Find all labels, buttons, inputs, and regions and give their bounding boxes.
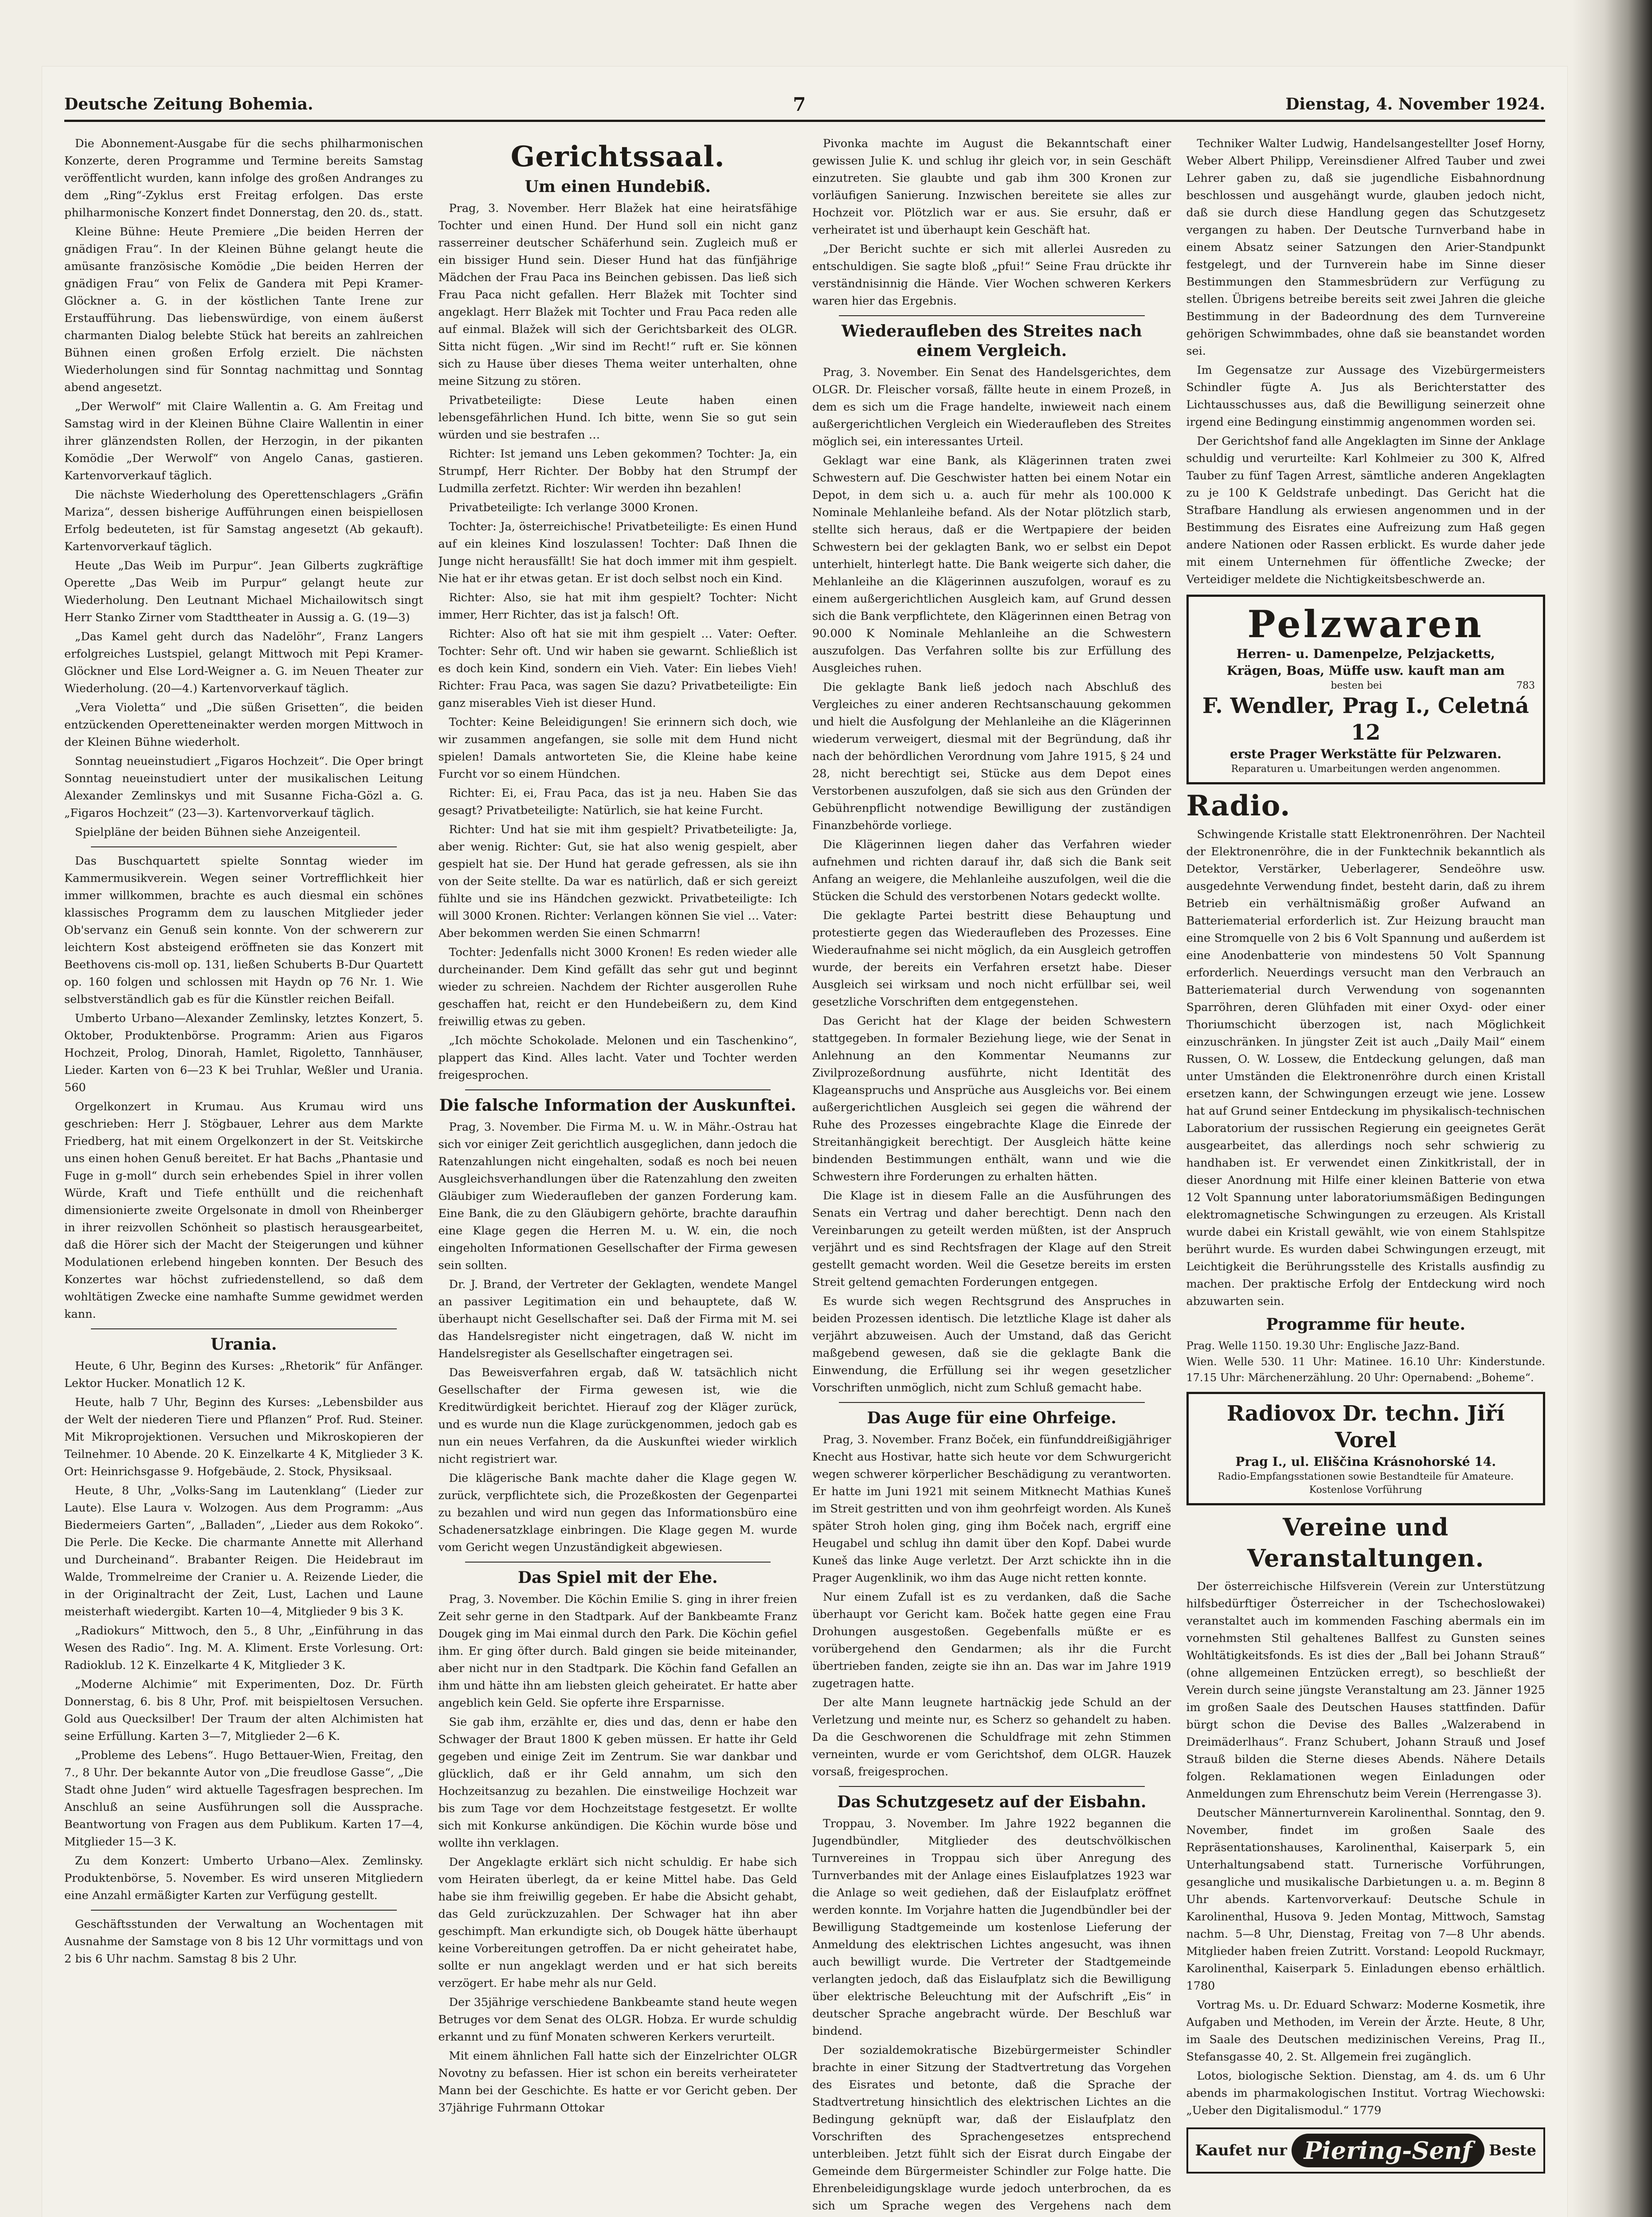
ad-company: Radiovox Dr. techn. Jiří Vorel — [1226, 1401, 1505, 1453]
program-item: Prag. Welle 1150. 19.30 Uhr: Englische Jazz-Band. — [1186, 1340, 1460, 1352]
section-title-gerichtssaal: Gerichtssaal. — [510, 140, 725, 173]
divider — [465, 1562, 771, 1563]
program-item: Wien. Welle 530. 11 Uhr: Matinee. 16.10 Uhr: Kinderstunde. 17.15 Uhr: Märchenerzählung. 20 Uhr: Opernabend: „Boheme“. — [1186, 1355, 1545, 1384]
article-paragraph: Das Gericht hat der Klage der beiden Schwestern stattgegeben. In formaler Beziehung liege, wie der Senat in Anlehnung an den Kommentar Neumanns zur Zivilprozeßordnung ausführte, nicht Identität des Klageanspruchs und Ansprüche aus Ausgleichs vor. Bei einem außergerichtlichen Ausgleich sei gegen die während der Ruhe des Prozesses eingebrachte Klage die Einrede der Streitanhängigkeit berechtigt. Der Ausgleich hätte keine bindenden Bestimmungen enthält, wann und wie die Schwestern ihre Forderungen zu erhalten hätten. — [812, 1014, 1171, 1183]
divider — [91, 1910, 397, 1911]
article-paragraph: „Der Bericht suchte er sich mit allerlei Ausreden zu entschuldigen. Sie sagte bloß „pfui!“ Seine Frau drückte ihr verständnisinnig die Hände. Vier Wochen schweren Kerkers waren hier das Ergebnis. — [812, 243, 1171, 308]
article-paragraph: Der 35jährige verschiedene Bankbeamte stand heute wegen Betruges vor dem Senat des OLGR. Hobza. Er wurde schuldig erkannt und zu fünf Monaten schweren Kerkers verurteilt. — [438, 1996, 797, 2044]
article-urbano: Umberto Urbano—Alexander Zemlinsky, letztes Konzert, 5. Oktober, Produktenbörse. Programm: Arien aus Figaros Hochzeit, Prolog, Dinorah, Hamlet, Rigoletto, Tannhäuser, Lieder. Karten von 6—23 K bei Truhlar, Weßler und Urania. 560 — [64, 1012, 423, 1094]
divider — [839, 315, 1145, 316]
article-paragraph: Nur einem Zufall ist es zu verdanken, daß die Sache überhaupt vor Gericht kam. Boček hatte gegen eine Frau Drohungen ausgestoßen. Gegebenfalls müßte er es vorübergehend den Gendarmen; als ihr die Furcht übertrieben fanden, zeigte sie ihn an. Das war im Jahre 1919 zugetragen hatte. — [812, 1590, 1171, 1690]
advertisement-radiovox — [1186, 1392, 1546, 1505]
article-paragraph: Techniker Walter Ludwig, Handelsangestellter Josef Horny, Weber Albert Philipp, Vereinsdiener Alfred Tauber und zwei Lehrer gaben zu, daß sie jugendliche Eisbahnordnung beschlossen und ausgehängt wurde, glauben jedoch nicht, daß sie durch diese Handlung gegen das Schutzgesetz vergangen zu haben. Der Deutsche Turnverband habe in einem Absatz seiner Satzungen den Arier-Standpunkt festgelegt, und der Turnverein habe im Sinne dieser Bestimmungen den Stammesbrüdern zur Verfügung zu stellen. Übrigens betreibe bereits seit zwei Jahren die gleiche Bestimmung in der Badeordnung des dem Turnvereine gehörigen Schwimmbades, ohne daß sie beanstandet worden sei. — [1186, 137, 1545, 358]
column-3 — [812, 135, 1171, 2217]
article-paragraph: Geklagt war eine Bank, als Klägerinnen traten zwei Schwestern auf. Die Geschwister hatten bei einem Notar ein Depot, in dem sich u. a. auch für mehr als 100.000 K Nominale Mehlanleihe befand. Als der Notar plötzlich starb, stellte sich heraus, daß er die Wertpapiere der beiden Schwestern bei der geklagten Bank, wo er selbst ein Depot unterhielt, hinterlegt hatte. Die Bank weigerte sich daher, die Mehlanleihe an die Klägerinnen auszufolgen, worauf es zu einem außergerichtlichen Ausgleich kam, auf Grund dessen sich die Bank verpflichtete, den Klägerinnen einen Betrag von 90.000 K Nominale Mehlanleihe an die Schwestern auszufolgen. Das Verfahren sollte bis zur Erfüllung des Ausgleiches ruhen. — [812, 454, 1171, 675]
urania-hours: Geschäftsstunden der Verwaltung an Wochentagen mit Ausnahme der Samstage von 8 bis 12 Uhr vormittags und von 2 bis 6 Uhr nachm. Samstag 8 bis 2 Uhr. — [64, 1918, 423, 1966]
article-paragraph: Das Beweisverfahren ergab, daß W. tatsächlich nicht Gesellschafter der Firma gewesen ist, wie die Kreditwürdigkeit berichtet. Hierauf zog der Kläger zurück, und es wurde nun die Klage zurückgenommen, jedoch gab es nun ein neues Verfahren, da die Auskunftei wieder wirklich nicht registriert war. — [438, 1366, 797, 1466]
article-title-ohrfeige: Das Auge für eine Ohrfeige. — [867, 1409, 1117, 1427]
article-paragraph: Prag, 3. November. Die Firma M. u. W. in Mähr.-Ostrau hat sich vor einiger Zeit gerichtlich ausgeglichen, dann jedoch die Ratenzahlungen nicht eingehalten, sodaß es noch bei neuen Ausgleichsverhandlungen über die Ratenzahlung den zweiten Gläubiger zum Wiederaufleben der ganzen Forderung kam. Eine Bank, die zu den Gläubigern gehörte, brachte daraufhin eine Klage gegen die Herren M. u. W. ein, die noch eingeholten Informationen Gesellschafter der Firma gewesen sein sollten. — [438, 1120, 797, 1272]
article-paragraph: Pivonka machte im August die Bekanntschaft einer gewissen Julie K. und schlug ihr gleich vor, in sein Geschäft einzutreten. Sie glaubte und gab ihm 300 Kronen zur vorläufigen Sanierung. Inzwischen bereitete sie alles zur Hochzeit vor. Plötzlich war er aus. Sie ersuhr, daß er verheiratet ist und überhaupt kein Geschäft hat. — [812, 137, 1171, 237]
article-paragraph: Mit einem ähnlichen Fall hatte sich der Einzelrichter OLGR Novotny zu befassen. Hier ist schon ein bereits verheirateter Mann bei der Geschichte. Es hatte er vor Gericht geben. Der 37jährige Fuhrmann Ottokar — [438, 2049, 797, 2115]
article-orgelkonzert: Orgelkonzert in Krumau. Aus Krumau wird uns geschrieben: Herr J. Stögbauer, Lehrer aus dem Markte Friedberg, hat mit einem Orgelkonzert in der St. Veitskirche uns einen hohen Genuß bereitet. Er hat Bachs „Phantasie und Fuge in g-moll“ durch sein erhebendes Spiel in ihrer vollen Würde, Kraft und Tiefe enthüllt und die reichenhaft dimensionierte zweite Orgelsonate in dmoll von Rheinberger in ihrer reizvollen Schönheit so plastisch herausgearbeitet, daß die Hörer sich der Macht der Steigerungen und kühner Modulationen erlebend hingeben konnten. Der Besuch des Konzertes war höchst zufriedenstellend, so daß dem wohltätigen Zwecke eine namhafte Summe gewidmet werden kann. — [64, 1100, 423, 1321]
divider — [465, 1089, 771, 1090]
article-paragraph: Schwingende Kristalle statt Elektronenröhren. Der Nachteil der Elektronenröhre, die in der Funktechnik bekanntlich als Detektor, Verstärker, Ueberlagerer, Sendeöhre usw. ausgedehnte Verwendung findet, besteht darin, daß zu ihrem Betrieb ein verhältnismäßig großer Aufwand an Batteriematerial erforderlich ist. Zur Heizung braucht man eine Stromquelle von 2 bis 6 Volt Spannung und außerdem ist eine Anodenbatterie von mindestens 50 Volt Spannung erforderlich. Neuerdings versucht man den Verbrauch an Batteriematerial durch Verwendung von sogenannten Sparröhren, deren Glühfaden mit einer Oxyd- oder einer Thoriumschicht überzogen ist, nach Möglichkeit einzuschränken. In jüngster Zeit ist auch „Daily Mail“ einem Russen, O. W. Lossew, die Entdeckung gelungen, daß man unter Umständen die Elektronenröhre durch einen Kristall ersetzen kann, der Schwingungen erzeugt wie jene. Lossew hat auf Grund seiner Entdeckung im physikalisch-technischen Laboratorium der russischen Regierung ein geeignetes Gerät ausgearbeitet, das allerdings noch sehr schwierig zu handhaben ist. Er verwendet einen Zinkitkristall, der in dieser Anordnung mit Hilfe einer kleinen Batterie von etwa 12 Volt Spannung unter laboratoriumsmäßigen Bedingungen elektromagnetische Schwingungen zu erzeugen. Als Kristall wurde dabei ein Kristall gewählt, wie von einem Stahlspitze berührt wurde. Es wurden dabei Schwingungen erzeugt, mit Leichtigkeit die Berührungsstelle des Kristalls ausfindig zu machen. Der praktische Erfolg der Entdeckung wird noch abzuwarten sein. — [1186, 828, 1545, 1308]
urania-item: Heute, 8 Uhr, „Volks-Sang im Lautenklang“ (Lieder zur Laute). Else Laura v. Wolzogen. Aus dem Programm: „Aus Biedermeiers Garten“, „Balladen“, „Lieder aus dem Rokoko“. Die Perle. Die Kecke. Die charmante Annette mit Allerhand und Durcheinand“. Brabanter Reigen. Die Heidebraut im Walde, Trommelreime der Cranier u. A. Reizende Lieder, die in der Originaltracht der Zeit, Lust, Lachen und Laune meisterhaft wiedergibt. Karten 10—4, Mitglieder 9 bis 3 K. — [64, 1484, 423, 1618]
article-title-ehe: Das Spiel mit der Ehe. — [517, 1568, 718, 1587]
ad-text — [1197, 679, 1535, 693]
article-kleine-buehne: Kleine Bühne: Heute Premiere „Die beiden Herren der gnädigen Frau“. In der Kleinen Bühne gelangt heute die amüsante französische Komödie „Die beiden Herren der gnädigen Frau“ von Felix de Gandera mit Pepi Kramer-Glöckner a. G. in der köstlichen Tante Irene zur Erstaufführung. Das liebenswürdige, von einem äußerst charmanten Dialog belebte Stück hat bereits an zahlreichen Bühnen einen großen Erfolg erzielt. Die nächsten Wiederholungen sind für Sonntag nachmittag und Sonntag abend angesetzt. — [64, 225, 423, 394]
advertisement-pelzwaren — [1186, 595, 1546, 784]
page-number: 7 — [793, 93, 806, 115]
urania-item: Zu dem Konzert: Umberto Urbano—Alex. Zemlinsky. Produktenbörse, 5. November. Es wird unseren Mitgliedern eine Anzahl ermäßigter Karten zur Verfügung gestellt. — [64, 1854, 423, 1902]
article-paragraph: „Ich möchte Schokolade. Melonen und ein Taschenkino“, plappert das Kind. Alles lacht. Vater und Tochter werden freigesprochen. — [438, 1034, 797, 1082]
ad-logo: Piering-Senf — [1292, 2134, 1485, 2167]
urania-item: Heute, halb 7 Uhr, Beginn des Kurses: „Lebensbilder aus der Welt der niederen Tiere und Pflanzen“ Prof. Rud. Steiner. Mit Mikroprojektionen. Versuchen und Mikroskopieren der Teilnehmer. 10 Abende. 20 K. Einzelkarte 4 K, Mitglieder 3 K. Ort: Heinrichsgasse 9. Hofgebäude, 2. Stock, Physiksaal. — [64, 1396, 423, 1478]
article-paragraph: Tochter: Jedenfalls nicht 3000 Kronen! Es reden wieder alle durcheinander. Dem Kind gefällt das sehr gut und beginnt wieder zu schreien. Nachdem der Richter ausgerollen Ruhe geschaffen hat, reicht er den Hundebeißern zu, dem Kind freiwillig etwas zu geben. — [438, 946, 797, 1028]
article-paragraph: Deutscher Männerturnverein Karolinenthal. Sonntag, den 9. November, findet im großen Saale des Repräsentationshauses, Karolinenthal, Kaiserpark 5, ein Unterhaltungsabend statt. Turnerische Vorführungen, gesangliche und musikalische Darbietungen u. a. m. Beginn 8 Uhr abends. Kartenvorverkauf: Deutsche Schule in Karolinenthal, Husova 9. Jeden Montag, Mittwoch, Samstag nachm. 5—8 Uhr, Dienstag, Freitag von 7—8 Uhr abends. Mitglieder haben freien Zutritt. Vorstand: Leopold Ruckmayr, Karolinenthal, Kaiserpark 5. Einladungen ebenso erhältlich. 1780 — [1186, 1806, 1545, 1993]
article-paragraph: Der alte Mann leugnete hartnäckig jede Schuld an der Verletzung und meinte nur, es Scherz so gehandelt zu haben. Da die Geschworenen die Schuldfrage mit zehn Stimmen verneinten, wurde er vom Gerichtshof, dem OLGR. Hauzek vorsaß, freigesprochen. — [812, 1696, 1171, 1778]
article-paragraph: Der Angeklagte erklärt sich nicht schuldig. Er habe sich vom Heiraten überlegt, da er keine Mittel habe. Das Geld habe sie ihm freiwillig gegeben. Er habe die Absicht gehabt, das Geld zurückzuzahlen. Der Schwager hat ihn aber geschimpft. Man erkundigte sich, ob Dougek hätte überhaupt keine Vorbereitungen getroffen. Da er nicht geheiratet habe, sollte er nun angeklagt werden und er hat sich bereits verzögert. Er habe mehr als nur Geld. — [438, 1856, 797, 1990]
ad-text: besten bei — [1331, 680, 1382, 691]
article-paragraph: Prag, 3. November. Herr Blažek hat eine heiratsfähige Tochter und einen Hund. Der Hund soll ein nicht ganz rasserreiner deutscher Schäferhund sein. Zugleich muß er ein bissiger Hund sein. Dieser Hund hat das fünfjährige Mädchen der Frau Paca ins Beinchen gebissen. Das ließ sich Frau Paca nicht gefallen. Herr Blažek mit Tochter sind angeklagt. Herr Blažek mit Tochter und Frau Paca reden alle auf einmal. Blažek will sich der Gerichtsbarkeit des OLGR. Sitta nicht fügen. „Wir sind im Recht!“ ruft er. Sie können sich zu Hause über dieses Thema weiter unterhalten, ohne meine Sitzung zu stören. — [438, 202, 797, 388]
newspaper-page — [42, 67, 1567, 2217]
article-paragraph: Privatbeteiligte: Ich verlange 3000 Kronen. — [449, 501, 698, 514]
article-vera-violetta: „Vera Violetta“ und „Die süßen Grisetten“, die beiden entzückenden Operetteneinakter werden morgen Mittwoch in der Kleinen Bühne wiederholt. — [64, 701, 423, 749]
article-paragraph: Die Klägerinnen liegen daher das Verfahren wieder aufnehmen und richten darauf ihr, daß sich die Bank seit Anfang an weigere, die Mehlanleihe auszufolgen, weil die die Stücken die Schuld des verstorbenen Notars gedeckt wollte. — [812, 838, 1171, 903]
article-paragraph: Die klägerische Bank machte daher die Klage gegen W. zurück, verpflichtete sich, die Prozeßkosten der Gegenpartei zu bezahlen und wird nun gegen das Informationsbüro eine Schadenersatzklage einbringen. Die Klage gegen M. wurde vom Gericht wegen Unzuständigkeit abgewiesen. — [438, 1472, 797, 1554]
article-paragraph: Privatbeteiligte: Diese Leute haben einen lebensgefährlichen Hund. Ich bitte, wenn Sie so gut sein würden und sie bestrafen … — [438, 394, 797, 442]
columns — [64, 135, 1545, 2217]
section-title-radio: Radio. — [1186, 789, 1291, 823]
ad-code: 783 — [1516, 680, 1535, 691]
article-paragraph: Richter: Also, sie hat mit ihm gespielt? Tochter: Nicht immer, Herr Richter, das ist ja falsch! Oft. — [438, 591, 797, 622]
article-title-hundebiss: Um einen Hundebiß. — [525, 177, 711, 196]
article-paragraph: Prag, 3. November. Franz Boček, ein fünfunddreißigjähriger Knecht aus Hostivar, hatte sich heute vor dem Schwurgericht wegen schwerer körperlicher Beschädigung zu verantworten. Er hatte im Juni 1921 mit seinem Mitknecht Mathias Kuneš im Streit gestritten und von ihm geohrfeigt worden. Als Kuneš später Stroh holen ging, ging ihm Boček nach, ergriff eine Heugabel und schlug ihn damit über den Kopf. Dabei wurde Kuneš das linke Auge verletzt. Der Arzt schickte ihn in die Prager Augenklinik, wo ihm das Auge nicht retten konnte. — [812, 1433, 1171, 1585]
article-paragraph: Dr. J. Brand, der Vertreter der Geklagten, wendete Mangel an passiver Legitimation ein und behauptete, daß W. überhaupt nicht Gesellschafter sei. Daß der Firma mit M. sei das Handelsregister nicht eingetragen, daß W. nicht im Handelsregister als Gesellschafter eingetragen sei. — [438, 1278, 797, 1360]
article-title-eisbahn: Das Schutzgesetz auf der Eisbahn. — [837, 1793, 1147, 1811]
issue-date: Dienstag, 4. November 1924. — [1285, 95, 1545, 114]
ad-headline: Pelzwaren — [1247, 602, 1484, 646]
ad-text: Herren- u. Damenpelze, Pelzjacketts, — [1236, 646, 1495, 661]
article-paragraph: Richter: Ei, ei, Frau Paca, das ist ja neu. Haben Sie das gesagt? Privatbeteiligte: Natürlich, sie hat keine Furcht. — [438, 787, 797, 817]
divider — [839, 1402, 1145, 1403]
urania-item: „Radiokurs“ Mittwoch, den 5., 8 Uhr, „Einführung in das Wesen des Radio“. Ing. M. A. Kliment. Erste Vorlesung. Ort: Radioklub. 12 K. Einzelkarte 4 K, Mitglieder 3 K. — [64, 1624, 423, 1672]
section-title-programme: Programme für heute. — [1266, 1315, 1466, 1334]
article-buschquartett: Das Buschquartett spielte Sonntag wieder im Kammermusikverein. Wegen seiner Vortrefflichkeit hier immer willkommen, brachte es auch diesmal ein schönes klassisches Programm dem zu lauschen Mitglieder jeder Ob'servanz ein Genuß sein konnte. Von der schwerern zur leichtern Kost absteigend eröffneten sie das Konzert mit Beethovens cis-moll op. 131, ließen Schuberts B-Dur Quartett op. 160 folgen und schlossen mit Haydn op 76 Nr. 1. Wie selbstverständlich gab es für die Künstler reichen Beifall. — [64, 854, 423, 1006]
article-figaro: Sonntag neueinstudiert „Figaros Hochzeit“. Die Oper bringt Sonntag neueinstudiert unter der musikalischen Leitung Alexander Zemlinskys und mit Susanne Ficha-Gözl a. G. „Figaros Hochzeit“ (23—3). Kartenvorverkauf täglich. — [64, 755, 423, 820]
column-2 — [438, 135, 798, 2217]
article-paragraph: Der sozialdemokratische Bizebürgermeister Schindler brachte in einer Sitzung der Stadtvertretung das Vorgehen des Eisrates und betonte, daß die Sprache der Stadtvertretung hinsichtlich des elektrischen Lichtes an die Bedingung geknüpft war, daß der Eislaufplatz den Vorschriften des Sprachengesetzes entsprechend unterbleiben. Jetzt fühlt sich der Eisrat durch Eingabe der Gemeinde dem Bürgermeister Schindler zur Folge hatte. Die Ehrenbeleidigungsklage wurde jedoch unterbrochen, da es sich um Sprache wegen des Vergehens nach dem — [812, 2044, 1171, 2213]
divider — [839, 1786, 1145, 1787]
article-paragraph: Es wurde sich wegen Rechtsgrund des Anspruches in beiden Prozessen identisch. Die letztliche Klage ist daher als verjährt abzuweisen. Auch der Umstand, daß das Gericht maßgebend gewesen, daß sie die geklagte Bank die Einwendung, die Erfüllung sei ihr wegen gesetzlicher Vorschriften unmöglich, nicht zum Schluß gemacht habe. — [812, 1295, 1171, 1394]
article-paragraph: Der österreichische Hilfsverein (Verein zur Unterstützung hilfsbedürftiger Österreicher in der Tschechoslowakei) veranstaltet auch im kommenden Fasching abermals ein im vornehmsten Stil gehaltenes Ballfest zu Gunsten seines Wohltätigkeitsfonds. Es ist dies der „Ball bei Johann Strauß“ (ohne allgemeinen Entzücken erregt), so beschließt der Verein durch seine jüngste Veranstaltung am 23. Jänner 1925 im großen Saale des Deutschen Hauses stattfinden. Dafür bürgt schon die Devise des Balles „Walzerabend in Dreimäderlhaus“. Franz Schubert, Johann Strauß und Josef Strauß bilden die Sterne dieses Abends. Nähere Details folgen. Reklamationen wegen Einladungen oder Anmeldungen zum Ehrenschutz beim Verein (Herrengasse 3). — [1186, 1580, 1545, 1801]
column-4 — [1186, 135, 1546, 2217]
article-werwolf: „Der Werwolf“ mit Claire Wallentin a. G. Am Freitag und Samstag wird in der Kleinen Bühne Claire Wallentin in einer ihrer glänzendsten Rollen, der Herzogin, in der pikanten Komödie „Der Werwolf“ von Angelo Canas, gastieren. Kartenvorverkauf täglich. — [64, 400, 423, 482]
article-paragraph: Prag, 3. November. Die Köchin Emilie S. ging in ihrer freien Zeit sehr gerne in den Stadtpark. Auf der Bankbeamte Franz Dougek ging im Mai einmal durch den Park. Die Köchin gefiel ihm. Er ging öfter durch. Bald gingen sie beide miteinander, aber nicht nur in den Stadtpark. Die Köchin fand Gefallen an ihm und hätte ihn am liebsten gleich geheiratet. Er hatte aber angeblich kein Geld. Sie opferte ihre Ersparnisse. — [438, 1593, 797, 1710]
page-header — [64, 89, 1545, 122]
article-weib-im-purpur: Heute „Das Weib im Purpur“. Jean Gilberts zugkräftige Operette „Das Weib im Purpur“ gelangt heute zur Wiederholung. Den Leutnant Michael Michailowitsch singt Herr Stanko Zirner vom Stadttheater in Aussig a. G. (19—3) — [64, 559, 423, 624]
urania-item: Heute, 6 Uhr, Beginn des Kurses: „Rhetorik“ für Anfänger. Lektor Hucker. Monatlich 12 K. — [64, 1359, 423, 1390]
divider — [91, 1328, 397, 1329]
section-title-urania: Urania. — [211, 1335, 277, 1354]
article-paragraph: Im Gegensatze zur Aussage des Vizebürgermeisters Schindler fügte A. Jus als Berichterstatter des Lichtausschusses aus, daß die Bewilligung seinerzeit ohne irgend eine Bedingung einstimmig angenommen worden sei. — [1186, 364, 1545, 429]
article-paragraph: Tochter: Ja, österreichische! Privatbeteiligte: Es einen Hund auf ein kleines Kind loszulassen! Tochter: Daß Ihnen die Junge nicht herausfällt! Sie hat doch immer mit ihm gespielt. Nie hat er ihr etwas getan. Er ist doch selbst noch ein Kind. — [438, 520, 797, 585]
article-kamel: „Das Kamel geht durch das Nadelöhr“, Franz Langers erfolgreiches Lustspiel, gelangt Mittwoch mit Pepi Kramer-Glöckner und Else Lord-Weigner a. G. im Neuen Theater zur Wiederholung. (20—4.) Kartenvorverkauf täglich. — [64, 630, 423, 695]
article-title-wiederaufleben: Wiederaufleben des Streites nach einem Vergleich. — [841, 322, 1142, 360]
ad-text: Kaufet nur — [1195, 2142, 1287, 2159]
article-paragraph: Die geklagte Bank ließ jedoch nach Abschluß des Vergleiches zu einer anderen Rechtsanschauung gekommen und hielt die Ausfolgung der Mehlanleihe an die Klägerinnen wiederum verweigert, diesmal mit der Begründung, daß ihr nach der behördlichen Verordnung vom Jahre 1915, § 24 und 28, nicht berechtigt sei, Stücke aus dem Depot eines Verstorbenen auszufolgen, daß sie sich aus den Gründen der Gebührenpflicht notwendige Bewilligung der zuständigen Finanzbehörde vorliege. — [812, 681, 1171, 832]
article-graefin-mariza: Die nächste Wiederholung des Operettenschlagers „Gräfin Mariza“, dessen bisherige Aufführungen einen beispiellosen Erfolg bedeuteten, ist für Samstag angesetzt (Ab gekauft). Kartenvorverkauf täglich. — [64, 488, 423, 553]
ad-text: Prag I., ul. Eliščina Krásnohorské 14. — [1235, 1454, 1496, 1469]
divider — [91, 846, 397, 847]
advertisement-piering-senf — [1186, 2127, 1546, 2174]
article-paragraph: Lotos, biologische Sektion. Dienstag, am 4. ds. um 6 Uhr abends im pharmakologischen Institut. Vortrag Wiechowski: „Ueber den Digitalismodul.“ 1779 — [1186, 2069, 1545, 2117]
article-paragraph: Richter: Und hat sie mit ihm gespielt? Privatbeteiligte: Ja, aber wenig. Richter: Gut, sie hat also wenig gespielt, aber gespielt hat sie. Der Hund hat gerade gefressen, als sie ihn von der Seite stellte. Da war es natürlich, daß er sich gereizt fühlte und sie ins Händchen gezwickt. Privatbeteiligte: Ich will 3000 Kronen. Richter: Verlangen können Sie viel … Vater: Aber bekommen werden Sie einen Schmarrn! — [438, 823, 797, 940]
article-paragraph: Richter: Also oft hat sie mit ihm gespielt … Vater: Oefter. Tochter: Sehr oft. Und wir haben sie gewarnt. Schließlich ist es doch kein Kind, sondern ein Vieh. Vater: Ein liebes Vieh! Richter: Frau Paca, was sagen Sie dazu? Privatbeteiligte: Ein ganz miserables Vieh ist dieser Hund. — [438, 627, 797, 710]
article-paragraph: Die Klage ist in diesem Falle an die Ausführungen des Senats ein Vertrag und daher berechtigt. Denn nach den Vereinbarungen zu geteilt werden müßten, ist der Anspruch verjährt und es sind Rechtsfragen der Klage auf den Streit gestellt gemacht worden. Weil die Gesetze bereits im ersten Streit geltend gemachten Forderungen entgegen. — [812, 1189, 1171, 1289]
ad-text: Beste — [1489, 2142, 1536, 2159]
section-title-vereine: Vereine und Veranstaltungen. — [1247, 1513, 1484, 1572]
article-paragraph: Vortrag Ms. u. Dr. Eduard Schwarz: Moderne Kosmetik, ihre Aufgaben und Methoden, im Verein der Ärzte. Heute, 8 Uhr, im Saale des Deutschen medizinischen Vereins, Prag II., Stefansgasse 40, 2. St. Allgemein frei zugänglich. — [1186, 1998, 1545, 2064]
article-spielplaene: Spielpläne der beiden Bühnen siehe Anzeigenteil. — [75, 826, 361, 839]
article-paragraph: Der Gerichtshof fand alle Angeklagten im Sinne der Anklage schuldig und verurteilte: Karl Kohlmeier zu 300 K, Alfred Tauber zu fünf Tagen Arrest, sämtliche anderen Angeklagten zu je 100 K Geldstrafe unbedingt. Das Gericht hat die Strafbare Handlung als erwiesen angenommen und in der Bestimmung des Eisrates eine Aufreizung zum Haß gegen andere Nationen oder Rassen erblickt. Es wurde daher jede mit einem Unternehmen für öffentliche Zwecke; der Verteidiger meldete die Nichtigkeitsbeschwerde an. — [1186, 435, 1545, 586]
article-title-auskunftei: Die falsche Information der Auskunftei. — [439, 1096, 796, 1115]
urania-item: „Moderne Alchimie“ mit Experimenten, Doz. Dr. Fürth Donnerstag, 6. bis 8 Uhr, Prof. mit beispieltosen Versuchen. Gold aus Quecksilber! Der Traum der alten Alchimisten hat seine Erfüllung. Karten 3—7, Mitglieder 2—6 K. — [64, 1678, 423, 1743]
article-paragraph: Troppau, 3. November. Im Jahre 1922 begannen die Jugendbündler, Mitglieder des deutschvölkischen Turnvereines in Troppau sich über Anregung des Turnverbandes mit der Anlage eines Eislaufplatzes 1923 war die Anlage so weit gediehen, daß der Eislaufplatz eröffnet werden konnte. Im Vorjahre hatten die Jugendbündler bei der Bewilligung Stadtgemeinde um kostenlose Lieferung der Anmeldung des elektrischen Lichtes angesucht, was ihnen auch bewilligt wurde. Die Vertreter der Stadtgemeinde verlangten jedoch, daß das Eislaufplatz sich die Bewilligung über elektrische Beleuchtung mit der Aufschrift „Eis“ in deutscher Sprache angebracht würde. Der Beschluß war bindend. — [812, 1817, 1171, 2038]
column-1 — [64, 135, 423, 2217]
urania-item: „Probleme des Lebens“. Hugo Bettauer-Wien, Freitag, den 7., 8 Uhr. Der bekannte Autor von „Die freudlose Gasse“, „Die Stadt ohne Juden“ wird aktuelle Tagesfragen besprechen. Im Anschluß an seine Ausführungen soll die Aussprache. Beantwortung von Fragen aus dem Publikum. Karten 17—4, Mitglieder 15—3 K. — [64, 1749, 423, 1849]
ad-company: F. Wendler, Prag I., Celetná 12 — [1202, 693, 1529, 745]
ad-text: erste Prager Werkstätte für Pelzwaren. — [1229, 747, 1502, 761]
article-paragraph: Sie gab ihm, erzählte er, dies und das, denn er habe den Schwager der Braut 1800 K geben müssen. Er hatte ihr Geld gegeben und einige Zeit im Zentrum. Sie war dankbar und glücklich, daß er ihr Geld annahm, um sich den Hochzeitsanzug zu bezahlen. Die einstweilige Hochzeit war bis zum Tage vor dem Hochzeitstage festgesetzt. Er wollte sich mit Konkurse ankündigen. Die Köchin wurde böse und wollte ihn verklagen. — [438, 1716, 797, 1850]
ad-text: Reparaturen u. Umarbeitungen werden angenommen. — [1231, 764, 1500, 775]
article-paragraph: Richter: Ist jemand uns Leben gekommen? Tochter: Ja, ein Strumpf, Herr Richter. Der Bobby hat den Strumpf der Ludmilla zerfetzt. Richter: Wir werden ihn bezahlen! — [438, 447, 797, 495]
article-abonnement: Die Abonnement-Ausgabe für die sechs philharmonischen Konzerte, deren Programme und Termine bereits Samstag veröffentlicht wurden, kann infolge des großen Andranges zu dem „Ring“-Zyklus erst Freitag erfolgen. Das erste philharmonische Konzert findet Donnerstag, den 20. ds., statt. — [64, 137, 423, 219]
ad-text: Radio-Empfangsstationen sowie Bestandteile für Amateure. Kostenlose Vorführung — [1217, 1471, 1514, 1496]
ad-text: Krägen, Boas, Müffe usw. kauft man am — [1226, 663, 1505, 678]
newspaper-name: Deutsche Zeitung Bohemia. — [64, 95, 313, 114]
page-edge-shadow — [1572, 0, 1652, 2217]
article-paragraph: Prag, 3. November. Ein Senat des Handelsgerichtes, dem OLGR. Dr. Fleischer vorsaß, fällte heute in einem Prozeß, in dem es sich um die Frage handelte, inwieweit nach einem außergerichtlichen Vergleich ein Wiederaufleben des Streites möglich sei, ein interessantes Urteil. — [812, 366, 1171, 448]
article-paragraph: Die geklagte Partei bestritt diese Behauptung und protestierte gegen das Wiederaufleben des Prozesses. Eine Wiederaufnahme sei nicht möglich, da ein Ausgleich getroffen wurde, der bereits ein Verfahren ersetzt habe. Dieser Ausgleich sei wirksam und noch nicht erfüllbar sei, weil gesetzliche Vorschriften dem entgegenstehen. — [812, 909, 1171, 1009]
article-paragraph: Tochter: Keine Beleidigungen! Sie erinnern sich doch, wie wir zusammen angefangen, sie solle mit dem Hund nicht spielen! Damals antworteten Sie, die Kleine habe keine Furcht vor so einem Hündchen. — [438, 716, 797, 781]
